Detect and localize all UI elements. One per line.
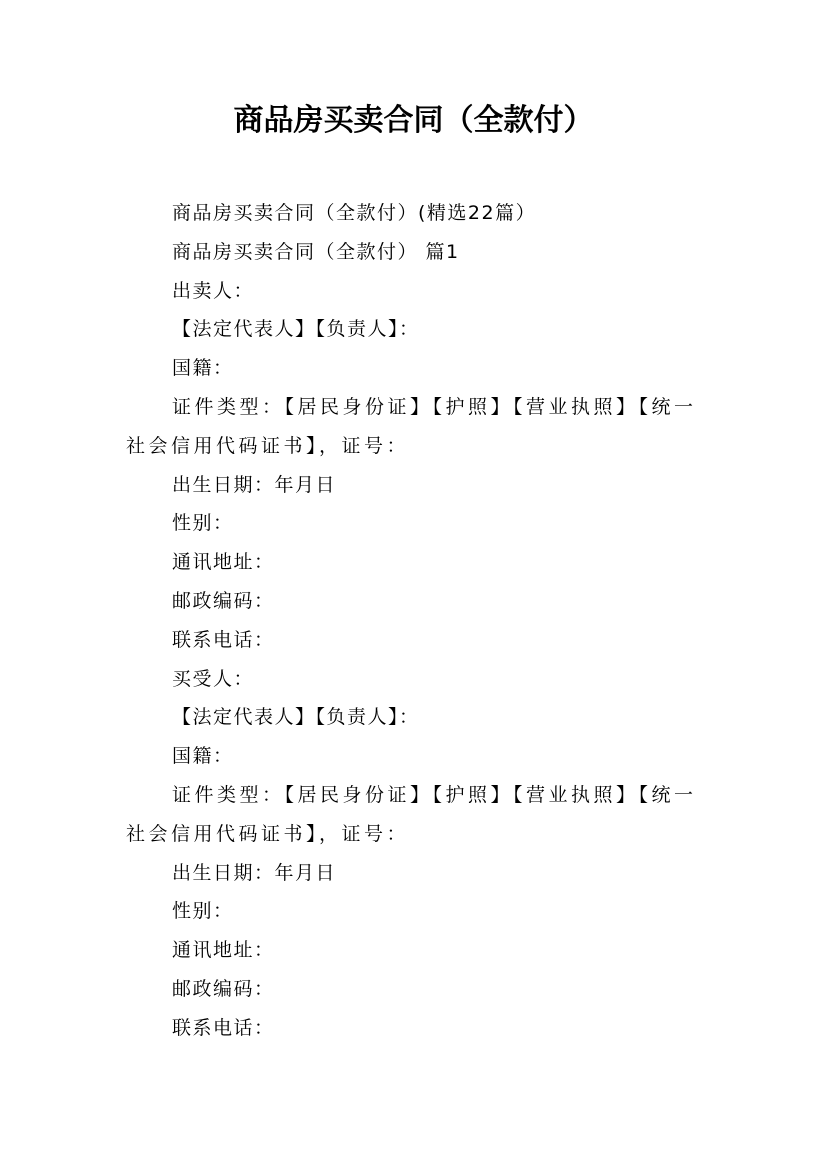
paragraph-seller-postcode: 邮政编码： xyxy=(172,589,275,612)
paragraph-seller-birthdate: 出生日期：年月日 xyxy=(172,473,337,496)
paragraph-buyer-nationality: 国籍： xyxy=(172,745,234,768)
paragraph-buyer: 买受人： xyxy=(172,667,255,690)
paragraph-buyer-phone: 联系电话： xyxy=(172,1016,275,1039)
paragraph-buyer-address: 通讯地址： xyxy=(172,939,275,962)
document-title: 商品房买卖合同（全款付） xyxy=(233,103,594,138)
paragraph-seller: 出卖人： xyxy=(172,279,255,302)
paragraph-buyer-id-type: 证件类型：【居民身份证】【护照】【营业执照】【统一社会信用代码证书】，证号： xyxy=(126,783,697,845)
paragraph-seller-phone: 联系电话： xyxy=(172,628,275,651)
paragraph-article-heading: 商品房买卖合同（全款付） 篇1 xyxy=(172,240,460,263)
paragraph-buyer-postcode: 邮政编码： xyxy=(172,977,275,1000)
paragraph-buyer-birthdate: 出生日期：年月日 xyxy=(172,861,337,884)
paragraph-seller-nationality: 国籍： xyxy=(172,357,234,380)
paragraph-buyer-gender: 性别： xyxy=(172,900,234,923)
paragraph-seller-id-type: 证件类型：【居民身份证】【护照】【营业执照】【统一社会信用代码证书】，证号： xyxy=(126,395,697,457)
paragraph-seller-address: 通讯地址： xyxy=(172,551,275,574)
paragraph-buyer-representative: 【法定代表人】【负责人】： xyxy=(172,706,420,729)
paragraph-seller-gender: 性别： xyxy=(172,512,234,535)
document-body xyxy=(126,194,706,1048)
paragraph-collection-heading: 商品房买卖合同（全款付）(精选22篇） xyxy=(172,202,537,224)
paragraph-seller-representative: 【法定代表人】【负责人】： xyxy=(172,318,420,341)
